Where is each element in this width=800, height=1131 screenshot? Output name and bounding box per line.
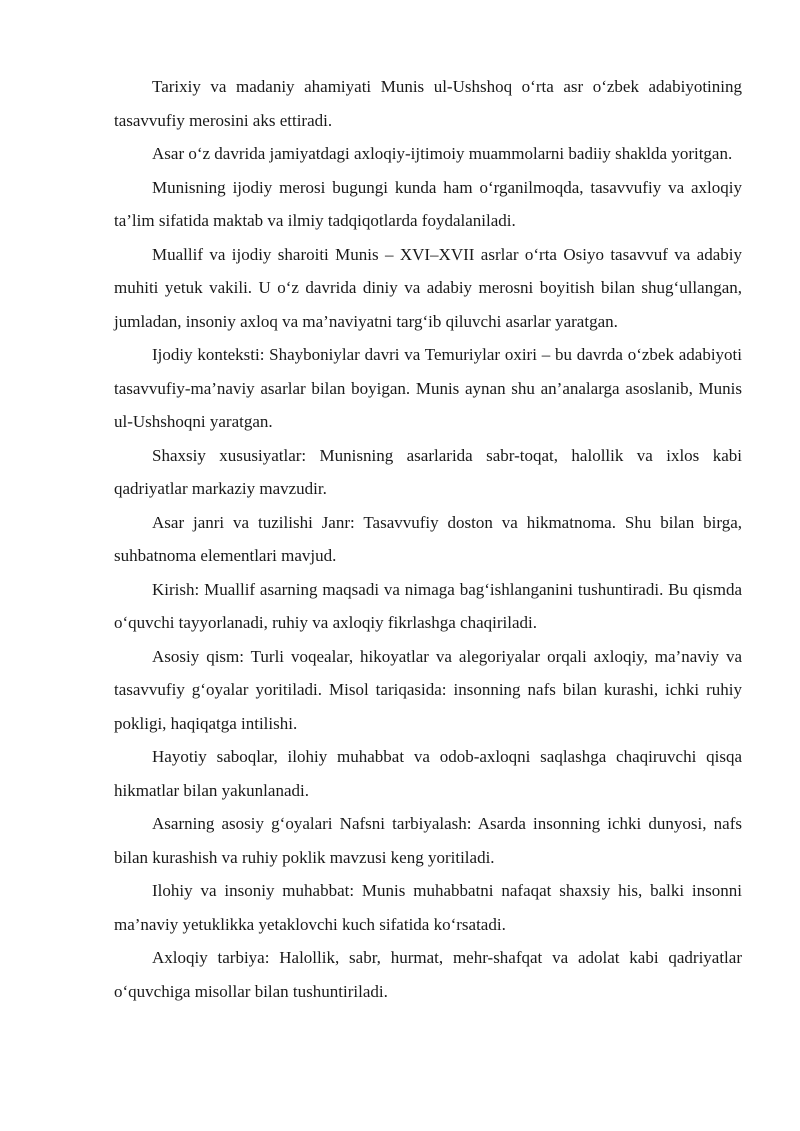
paragraph: Tarixiy va madaniy ahamiyati Munis ul-Ushshoq o‘rta asr o‘zbek adabiyotining tasavvufiy merosini aks ettiradi. xyxy=(114,77,742,130)
paragraph: Hayotiy saboqlar, ilohiy muhabbat va odob-axloqni saqlashga chaqiruvchi qisqa hikmatlar bilan yakunlanadi. xyxy=(114,747,742,800)
document-body xyxy=(114,70,742,1008)
paragraph: Asar janri va tuzilishi Janr: Tasavvufiy doston va hikmatnoma. Shu bilan birga, suhbatnoma elementlari mavjud. xyxy=(114,512,742,565)
paragraph: Axloqiy tarbiya: Halollik, sabr, hurmat, mehr-shafqat va adolat kabi qadriyatlar o‘quvchiga misollar bilan tushuntiriladi. xyxy=(114,948,742,1001)
paragraph: Ijodiy konteksti: Shayboniylar davri va Temuriylar oxiri – bu davrda o‘zbek adabiyoti tasavvufiy-ma’naviy asarlar bilan boyigan. Munis aynan shu an’analarga asoslanib, Munis ul-Ushshoqni yaratgan. xyxy=(114,345,742,431)
paragraph: Asar o‘z davrida jamiyatdagi axloqiy-ijtimoiy muammolarni badiiy shaklda yoritgan. xyxy=(152,144,733,163)
paragraph: Kirish: Muallif asarning maqsadi va nimaga bag‘ishlanganini tushuntiradi. Bu qismda o‘quvchi tayyorlanadi, ruhiy va axloqiy fikrlashga chaqiriladi. xyxy=(114,579,742,632)
paragraph: Asosiy qism: Turli voqealar, hikoyatlar va alegoriyalar orqali axloqiy, ma’naviy va tasavvufiy g‘oyalar yoritiladi. Misol tariqasida: insonning nafs bilan kurashi, ichki ruhiy pokligi, haqiqatga intilishi. xyxy=(114,646,742,733)
paragraph: Ilohiy va insoniy muhabbat: Munis muhabbatni nafaqat shaxsiy his, balki insonni ma’naviy yetuklikka yetaklovchi kuch sifatida ko‘rsatadi. xyxy=(114,881,742,934)
paragraph: Munisning ijodiy merosi bugungi kunda ham o‘rganilmoqda, tasavvufiy va axloqiy ta’lim sifatida maktab va ilmiy tadqiqotlarda foydalaniladi. xyxy=(114,177,742,230)
paragraph: Muallif va ijodiy sharoiti Munis – XVI–XVII asrlar o‘rta Osiyo tasavvuf va adabiy muhiti yetuk vakili. U o‘z davrida diniy va adabiy merosni boyitish bilan shug‘ullangan, jumladan, insoniy axloq va ma’naviyatni targ‘ib qiluvchi asarlar yaratgan. xyxy=(114,244,742,331)
paragraph: Shaxsiy xususiyatlar: Munisning asarlarida sabr-toqat, halollik va ixlos kabi qadriyatlar markaziy mavzudir. xyxy=(114,445,742,498)
paragraph: Asarning asosiy g‘oyalari Nafsni tarbiyalash: Asarda insonning ichki dunyosi, nafs bilan kurashish va ruhiy poklik mavzusi keng yoritiladi. xyxy=(114,814,742,867)
